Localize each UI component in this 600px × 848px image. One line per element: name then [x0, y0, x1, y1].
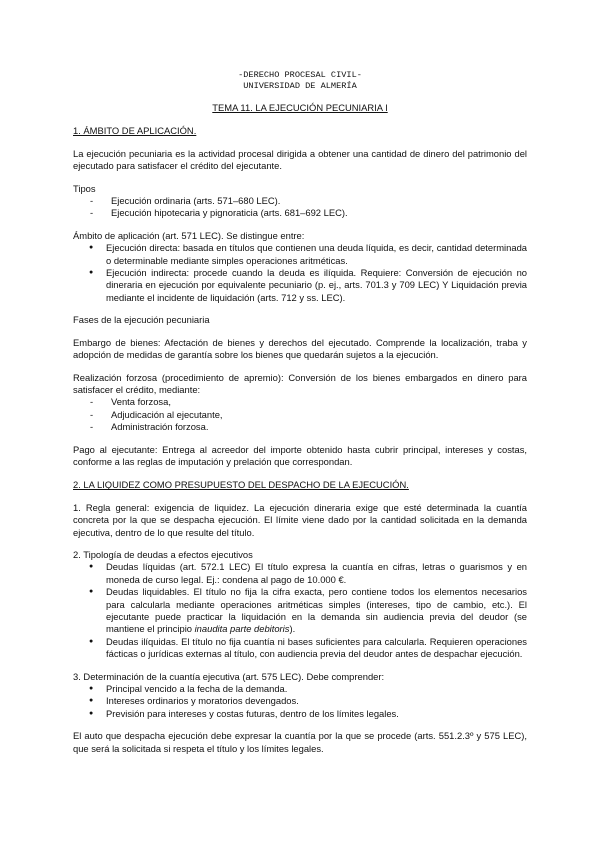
tipologia-heading: 2. Tipología de deudas a efectos ejecutivos [73, 548, 253, 560]
list-item: ● Principal vencido a la fecha de la demanda. [89, 683, 527, 695]
determinacion-list [73, 683, 527, 720]
latin-phrase: inaudita parte debitoris [194, 623, 290, 635]
realizacion-list [73, 396, 527, 433]
list-item: - Ejecución ordinaria (arts. 571–680 LEC). [90, 195, 527, 207]
tipologia-list [73, 561, 527, 660]
university-name: UNIVERSIDAD DE ALMERÍA [243, 81, 357, 91]
list-item: - Venta forzosa, [90, 396, 527, 408]
list-item: ● Ejecución directa: basada en títulos que contienen una deuda líquida, es decir, cantidad determinada o determinable mediante simples operaciones aritméticas. [89, 242, 527, 267]
fases-heading: Fases de la ejecución pecuniaria [73, 314, 210, 326]
list-item [89, 586, 527, 636]
embargo-paragraph: Embargo de bienes: Afectación de bienes y derechos del ejecutado. Comprende la localización, traba y adopción de medidas de garantía sobre los bienes que quedarán sujetos a la ejecución. [73, 336, 527, 361]
list-item: ● Previsión para intereses y costas futuras, dentro de los límites legales. [89, 708, 527, 720]
list-item: ● Ejecución indirecta: procede cuando la deuda es ilíquida. Requiere: Conversión de ejecución no dineraria en ejecución por equivalente pecuniario (p. ej., arts. 701.3 y 709 LEC) Y Liquidación previa mediante el incidente de liquidación (arts. 712 y ss. LEC). [89, 267, 527, 304]
page-title: TEMA 11. LA EJECUCIÓN PECUNIARIA I [212, 102, 388, 113]
determinacion-heading: 3. Determinación de la cuantía ejecutiva (art. 575 LEC). Debe comprender: [73, 670, 385, 682]
course-title: -DERECHO PROCESAL CIVIL- [238, 70, 362, 80]
regla-paragraph: 1. Regla general: exigencia de liquidez. La ejecución dineraria exige que esté determinada la cuantía concreta por la que se despacha ejecución. El límite viene dado por la cantidad solicitada en la demanda ejecutiva, dentro de lo que resulte del título. [73, 501, 527, 538]
list-item-text: Deudas liquidables. El título no fija la cifra exacta, pero contiene todos los elementos necesarios para calcularla mediante operaciones aritméticas simples (intereses, tipo de cambio, etc.). El ejecutante puede practicar la liquidación en la demanda sin audiencia previa del deudor (se mantiene el principio [106, 586, 527, 635]
document-page [73, 70, 527, 755]
section-2-title: 2. LA LIQUIDEZ COMO PRESUPUESTO DEL DESPACHO DE LA EJECUCIÓN. [73, 479, 409, 491]
tipos-label: Tipos [73, 182, 96, 194]
list-item: - Adjudicación al ejecutante, [90, 409, 527, 421]
ambito-list [73, 242, 527, 304]
section-1-title: 1. ÁMBITO DE APLICACIÓN. [73, 125, 197, 137]
pago-paragraph: Pago al ejecutante: Entrega al acreedor del importe obtenido hasta cubrir principal, intereses y costas, conforme a las reglas de imputación y prelación que correspondan. [73, 443, 527, 467]
tipos-list [73, 195, 527, 220]
realizacion-paragraph: Realización forzosa (procedimiento de apremio): Conversión de los bienes embargados en dinero para satisfacer el crédito, mediante: [73, 371, 527, 395]
list-item: - Ejecución hipotecaria y pignoraticia (arts. 681–692 LEC). [90, 207, 527, 219]
document-header [73, 70, 527, 92]
list-item: - Administración forzosa. [90, 421, 527, 433]
auto-paragraph: El auto que despacha ejecución debe expresar la cuantía por la que se procede (arts. 551.2.3º y 575 LEC), que será la solicitada si respeta el título y los límites legales. [73, 730, 527, 754]
list-item: ● Intereses ordinarios y moratorios devengados. [89, 695, 527, 707]
ambito-paragraph: Ámbito de aplicación (art. 571 LEC). Se distingue entre: [73, 229, 305, 241]
list-item-text: ). [289, 623, 296, 635]
list-item: ● Deudas líquidas (art. 572.1 LEC) El título expresa la cuantía en cifras, letras o guarismos y en moneda de curso legal. Ej.: condena al pago de 10.000 €. [89, 561, 527, 586]
section-1-intro: La ejecución pecuniaria es la actividad procesal dirigida a obtener una cantidad de dinero del patrimonio del ejecutado para satisfacer el crédito del ejecutante. [73, 147, 527, 172]
list-item: ● Deudas ilíquidas. El título no fija cuantía ni bases suficientes para calcularla. Requieren operaciones fácticas o jurídicas externas al título, con audiencia previa del deudor antes de despachar ejecución. [89, 636, 527, 661]
